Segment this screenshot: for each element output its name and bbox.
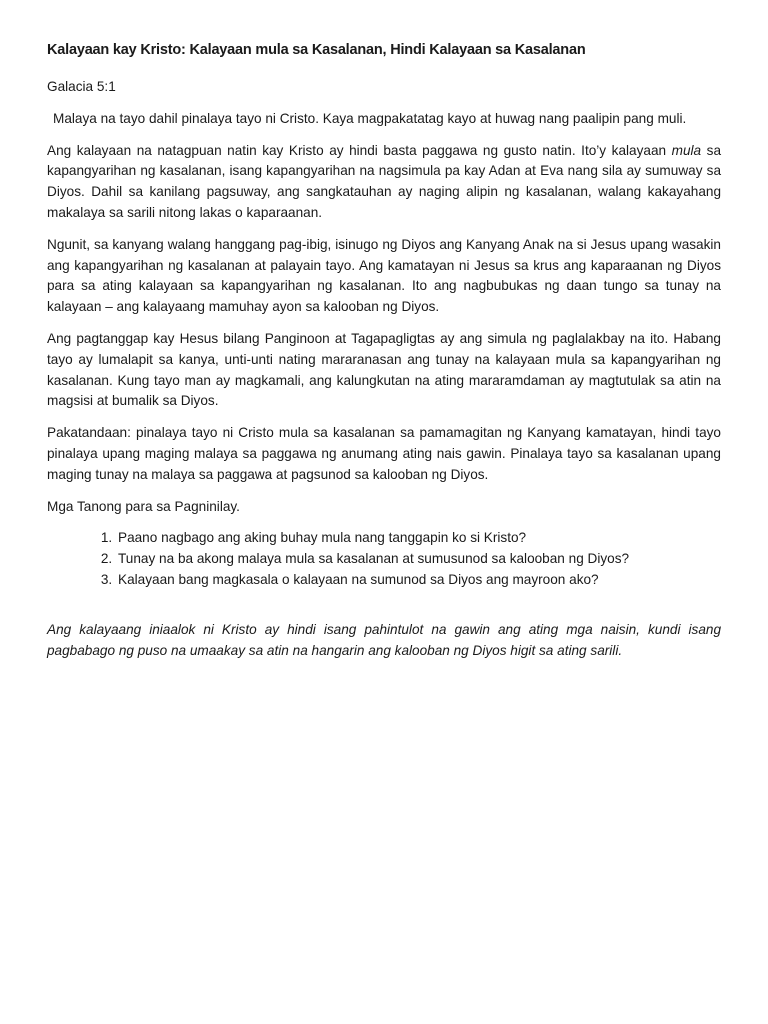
- scripture-verse: Malaya na tayo dahil pinalaya tayo ni Cristo. Kaya magpakatatag kayo at huwag nang paalipin pang muli.: [53, 110, 687, 126]
- document-page: [47, 40, 721, 672]
- paragraph-1-after: sa kapangyarihan ng kasalanan, isang kapangyarihan na nagsimula pa kay Adan at Eva nang sila ay sumuway sa Diyos. Dahil sa kanilang pagsuway, ang sangkatauhan ay naging alipin ng kasalanan, walang kakayahang makalaya sa sarili nitong lakas o kaparaanan.: [47, 142, 721, 220]
- document-title: Kalayaan kay Kristo: Kalayaan mula sa Kasalanan, Hindi Kalayaan sa Kasalanan: [47, 42, 586, 58]
- paragraph-4: Pakatandaan: pinalaya tayo ni Cristo mula sa kasalanan sa pamamagitan ng Kanyang kamatayan, hindi tayo pinalaya upang maging malaya sa paggawa ng anumang ating nais gawin. Pinalaya tayo sa kasalanan upang maging tunay na malaya sa paggawa at pagsunod sa kalooban ng Diyos.: [47, 425, 721, 482]
- closing-statement: Ang kalayaang iniaalok ni Kristo ay hindi isang pahintulot na gawin ang ating mga naisin, kundi isang pagbabago ng puso na umaakay sa atin na hangarin ang kalooban ng Diyos higit sa ating sarili.: [47, 621, 721, 658]
- questions-heading: Mga Tanong para sa Pagninilay.: [47, 498, 240, 514]
- paragraph-1-before: Ang kalayaan na natagpuan natin kay Kristo ay hindi basta paggawa ng gusto natin. Ito’y kalayaan: [47, 142, 672, 158]
- paragraph-1: [47, 141, 721, 224]
- paragraph-2: Ngunit, sa kanyang walang hanggang pag-ibig, isinugo ng Diyos ang Kanyang Anak na si Jesus upang wasakin ang kapangyarihan ng kasalanan at palayain tayo. Ang kamatayan ni Jesus sa krus ang kaparaanan ng Diyos para sa ating kalayaan sa kapangyarihan ng kasalanan. Ito ang nagbubukas ng daan tungo sa tunay na kalayaan – ang kalayaang mamuhay ayon sa kalooban ng Diyos.: [47, 236, 721, 315]
- questions-list: [47, 528, 721, 590]
- scripture-reference: Galacia 5:1: [47, 79, 116, 94]
- paragraph-1-emphasis: mula: [671, 142, 702, 158]
- question-item: 2. Tunay na ba akong malaya mula sa kasalanan at sumusunod sa kalooban ng Diyos?: [116, 549, 721, 570]
- question-item: 3. Kalayaan bang magkasala o kalayaan na sumunod sa Diyos ang mayroon ako?: [116, 570, 721, 591]
- question-item: 1. Paano nagbago ang aking buhay mula nang tanggapin ko si Kristo?: [116, 528, 721, 549]
- paragraph-3: Ang pagtanggap kay Hesus bilang Panginoon at Tagapagligtas ay ang simula ng paglalakbay na ito. Habang tayo ay lumalapit sa kanya, unti-unti nating mararanasan ang tunay na kalayaan mula sa kapangyarihan ng kasalanan. Kung tayo man ay magkamali, ang kalungkutan na ating mararamdaman ay magtutulak sa atin na magsisi at bumalik sa Diyos.: [47, 330, 721, 409]
